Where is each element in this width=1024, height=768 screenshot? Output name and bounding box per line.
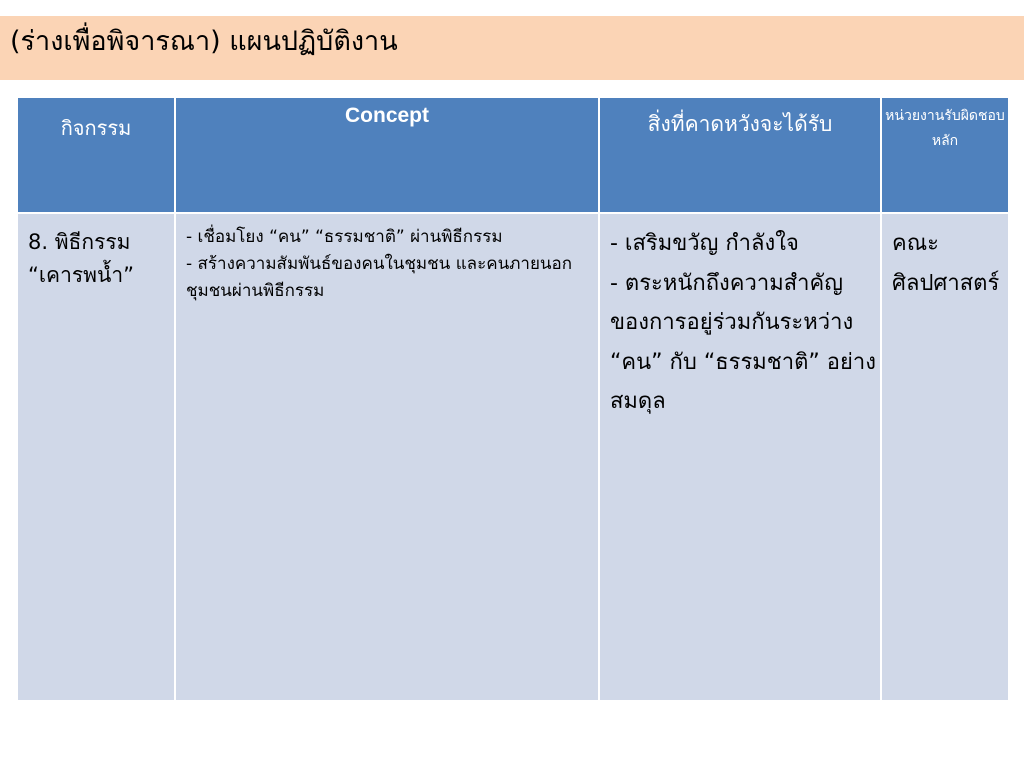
cell-activity	[17, 213, 175, 701]
expected-item: - เสริมขวัญ กำลังใจ	[610, 231, 799, 256]
concept-item: - สร้างความสัมพันธ์ของคนในชุมชน และคนภายนอกชุมชนผ่านพิธีกรรม	[186, 254, 573, 302]
cell-concept	[175, 213, 599, 701]
cell-expected-outcome	[599, 213, 881, 701]
header-activity: กิจกรรม	[17, 97, 175, 213]
header-responsible-unit: หน่วยงานรับผิดชอบหลัก	[881, 97, 1009, 213]
header-expected-outcome: สิ่งที่คาดหวังจะได้รับ	[599, 97, 881, 213]
cell-responsible-unit: คณะศิลปศาสตร์	[881, 213, 1009, 701]
slide-title: (ร่างเพื่อพิจารณา) แผนปฏิบัติงาน	[10, 26, 398, 57]
activity-line: “เคารพน้ำ”	[28, 262, 135, 287]
activity-line: 8. พิธีกรรม	[28, 230, 131, 254]
header-concept: Concept	[175, 97, 599, 213]
action-plan-table	[16, 96, 1010, 702]
table-row	[17, 213, 1009, 701]
table-header-row	[17, 97, 1009, 213]
expected-item: - ตระหนักถึงความสำคัญของการอยู่ร่วมกันระหว่าง “คน” กับ “ธรรมชาติ” อย่างสมดุล	[610, 270, 876, 415]
concept-item: - เชื่อมโยง “คน” “ธรรมชาติ” ผ่านพิธีกรรม	[186, 227, 503, 247]
